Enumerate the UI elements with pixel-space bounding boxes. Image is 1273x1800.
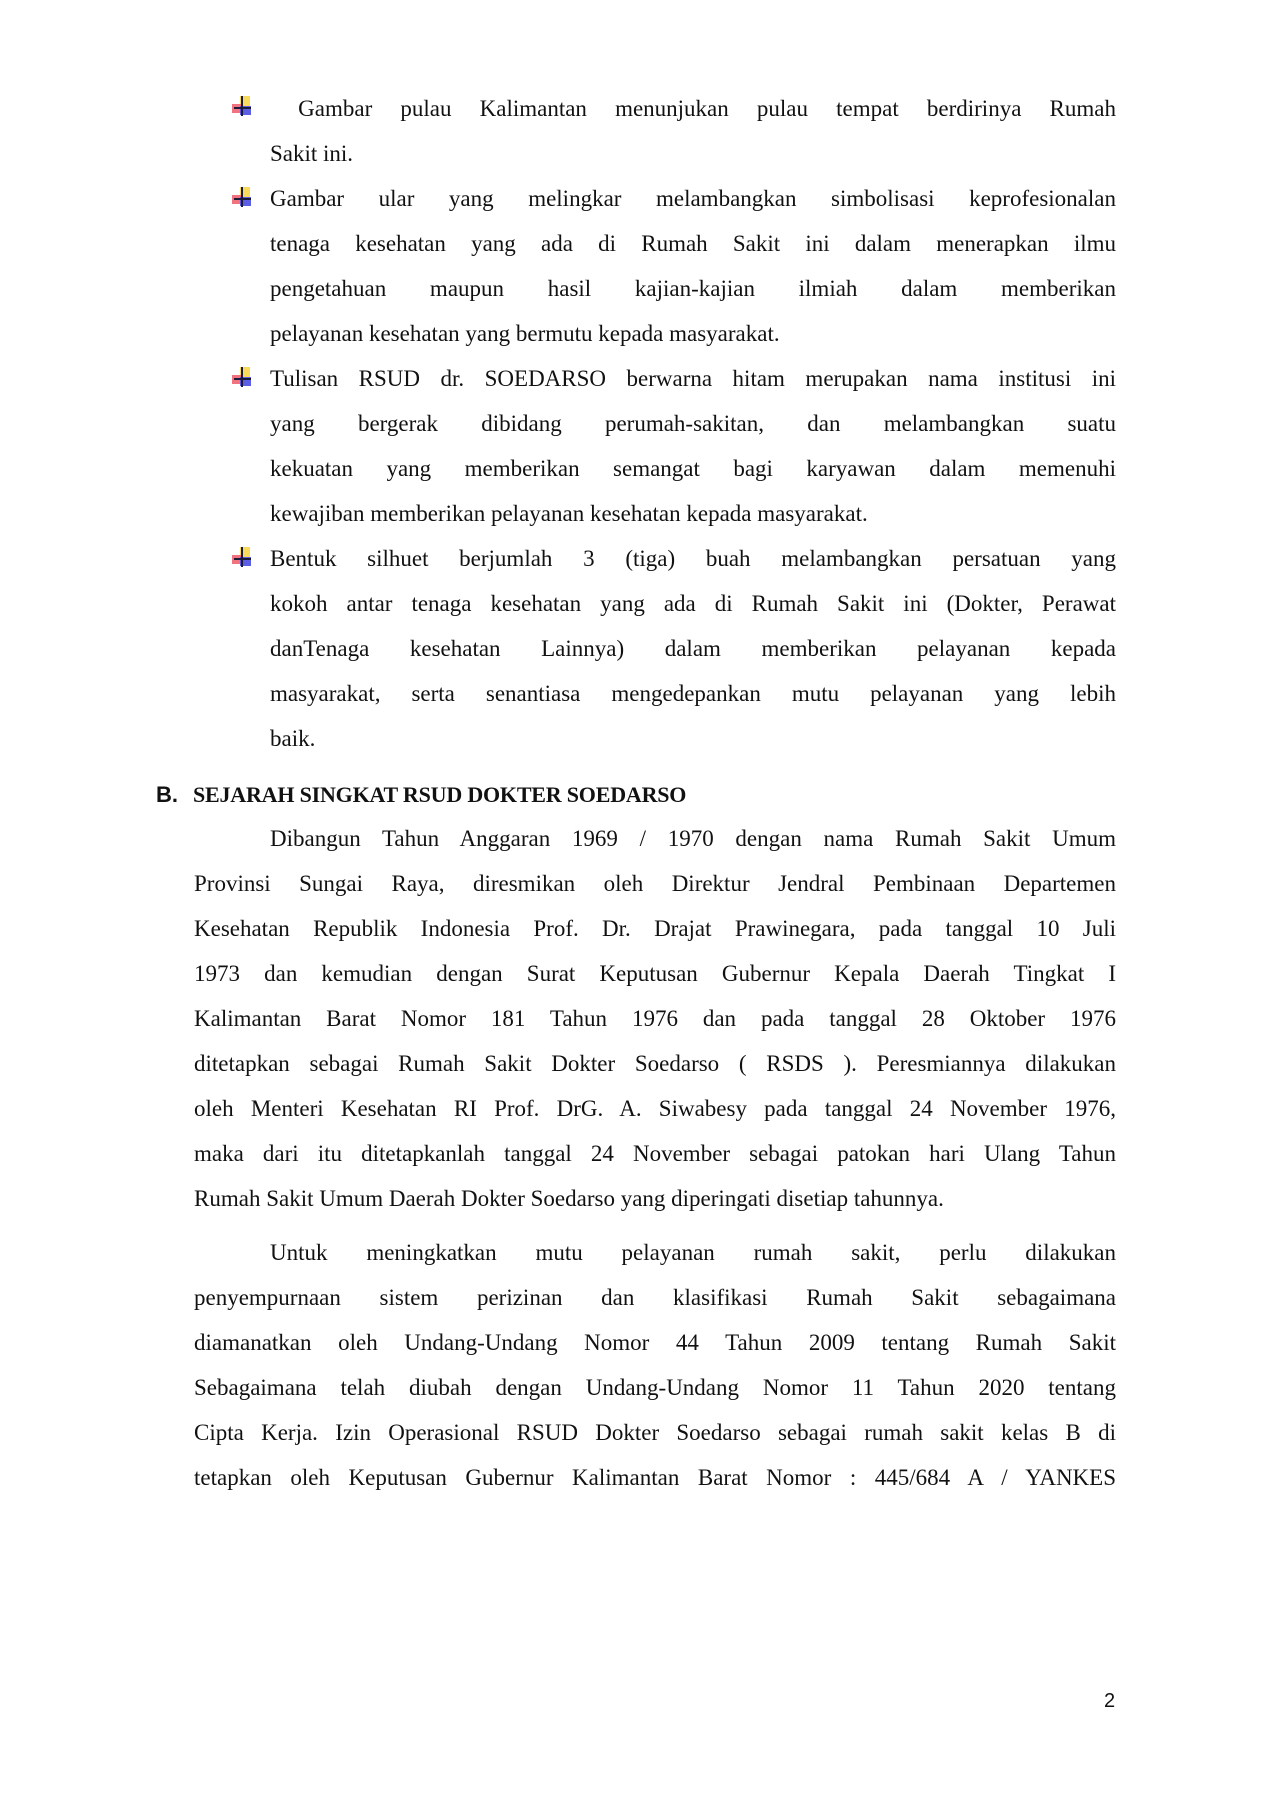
paragraph-1-line-8: maka dari itu ditetapkanlah tanggal 24 November sebagai patokan hari Ulang Tahun (194, 1141, 1116, 1166)
colored-cross-bullet-icon (232, 187, 252, 207)
section-title: SEJARAH SINGKAT RSUD DOKTER SOEDARSO (193, 782, 687, 807)
paragraph-1-line-9: Rumah Sakit Umum Daerah Dokter Soedarso yang diperingati disetiap tahunnya. (194, 1186, 944, 1211)
paragraph-2-line-3: diamanatkan oleh Undang-Undang Nomor 44 Tahun 2009 tentang Rumah Sakit (194, 1330, 1116, 1355)
bullet-3-line-1: Tulisan RSUD dr. SOEDARSO berwarna hitam merupakan nama institusi ini (270, 366, 1116, 391)
page-number: 2 (1104, 1690, 1116, 1712)
bullet-4-line-2: kokoh antar tenaga kesehatan yang ada di Rumah Sakit ini (Dokter, Perawat (270, 591, 1116, 616)
paragraph-1-line-1: Dibangun Tahun Anggaran 1969 / 1970 dengan nama Rumah Sakit Umum (270, 826, 1116, 851)
paragraph-2-line-2: penyempurnaan sistem perizinan dan klasifikasi Rumah Sakit sebagaimana (194, 1285, 1116, 1310)
paragraph-1-line-4: 1973 dan kemudian dengan Surat Keputusan Gubernur Kepala Daerah Tingkat I (194, 961, 1116, 986)
paragraph-1-line-3: Kesehatan Republik Indonesia Prof. Dr. Drajat Prawinegara, pada tanggal 10 Juli (194, 916, 1116, 941)
paragraph-1-line-6: ditetapkan sebagai Rumah Sakit Dokter Soedarso ( RSDS ). Peresmiannya dilakukan (194, 1051, 1116, 1076)
bullet-2-line-4: pelayanan kesehatan yang bermutu kepada masyarakat. (270, 321, 780, 346)
section-number: B. (156, 782, 178, 807)
paragraph-1-line-2: Provinsi Sungai Raya, diresmikan oleh Direktur Jendral Pembinaan Departemen (194, 871, 1116, 896)
bullet-2-line-2: tenaga kesehatan yang ada di Rumah Sakit ini dalam menerapkan ilmu (270, 231, 1116, 256)
bullet-1-line-2: Sakit ini. (270, 141, 354, 166)
bullet-2-line-3: pengetahuan maupun hasil kajian-kajian ilmiah dalam memberikan (270, 276, 1116, 301)
colored-cross-bullet-icon (232, 547, 252, 567)
bullet-4-line-1: Bentuk silhuet berjumlah 3 (tiga) buah melambangkan persatuan yang (270, 546, 1116, 571)
bullet-4-line-3: danTenaga kesehatan Lainnya) dalam memberikan pelayanan kepada (270, 636, 1116, 661)
paragraph-2-line-4: Sebagaimana telah diubah dengan Undang-Undang Nomor 11 Tahun 2020 tentang (194, 1375, 1116, 1400)
paragraph-2-line-5: Cipta Kerja. Izin Operasional RSUD Dokter Soedarso sebagai rumah sakit kelas B di (194, 1420, 1116, 1445)
bullet-4-line-4: masyarakat, serta senantiasa mengedepankan mutu pelayanan yang lebih (270, 681, 1116, 706)
bullet-1-line-1: Gambar pulau Kalimantan menunjukan pulau tempat berdirinya Rumah (270, 96, 1116, 121)
paragraph-1-line-7: oleh Menteri Kesehatan RI Prof. DrG. A. Siwabesy pada tanggal 24 November 1976, (194, 1096, 1116, 1121)
paragraph-2-line-1: Untuk meningkatkan mutu pelayanan rumah sakit, perlu dilakukan (270, 1240, 1116, 1265)
paragraph-2-line-6: tetapkan oleh Keputusan Gubernur Kalimantan Barat Nomor : 445/684 A / YANKES (194, 1465, 1116, 1490)
bullet-3-line-4: kewajiban memberikan pelayanan kesehatan kepada masyarakat. (270, 501, 868, 526)
colored-cross-bullet-icon (232, 96, 252, 116)
paragraph-1-line-5: Kalimantan Barat Nomor 181 Tahun 1976 dan pada tanggal 28 Oktober 1976 (194, 1006, 1116, 1031)
bullet-2-line-1: Gambar ular yang melingkar melambangkan simbolisasi keprofesionalan (270, 186, 1116, 211)
bullet-4-line-5: baik. (270, 726, 316, 751)
bullet-3-line-3: kekuatan yang memberikan semangat bagi karyawan dalam memenuhi (270, 456, 1116, 481)
bullet-3-line-2: yang bergerak dibidang perumah-sakitan, dan melambangkan suatu (270, 411, 1116, 436)
colored-cross-bullet-icon (232, 367, 252, 387)
